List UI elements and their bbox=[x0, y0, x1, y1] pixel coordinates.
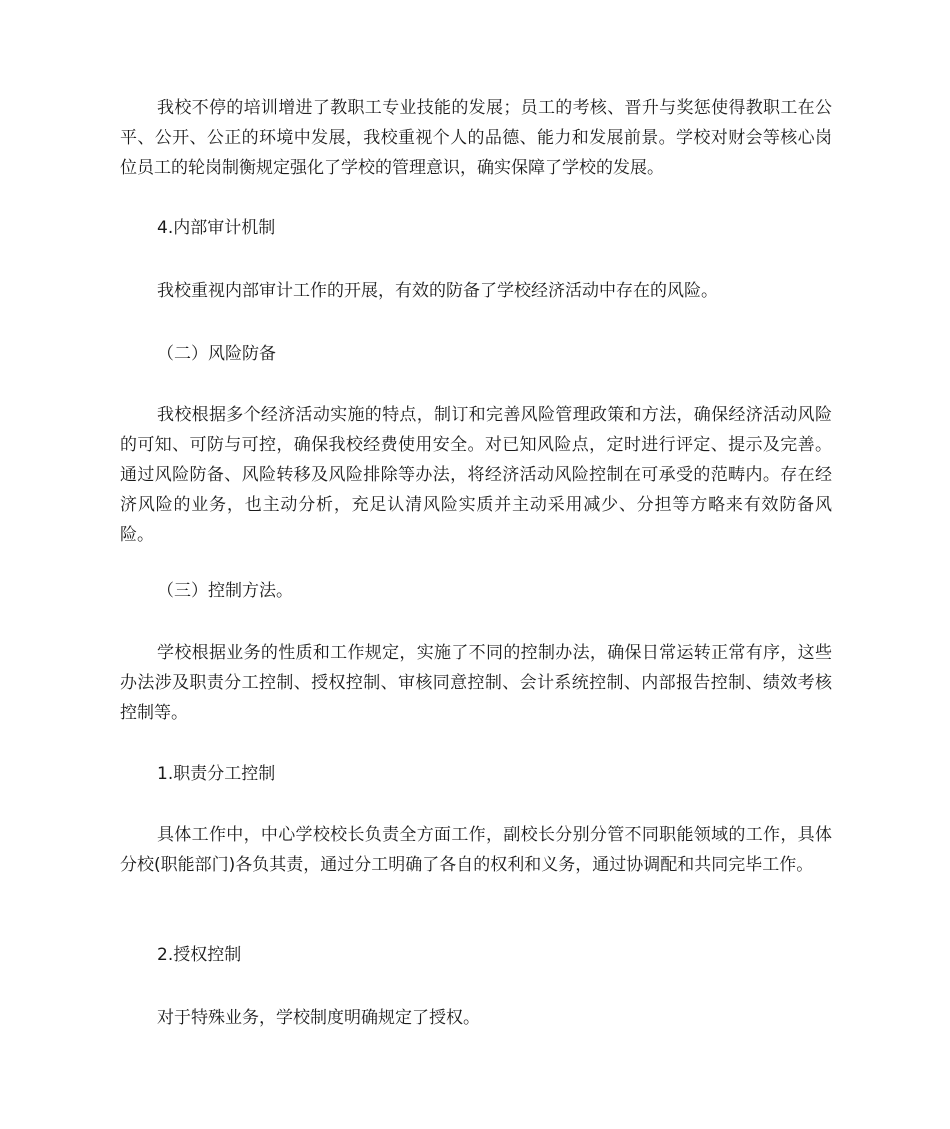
paragraph-duty-separation: 具体工作中，中心学校校长负责全方面工作，副校长分别分管不同职能领域的工作，具体分校(职能部门)各负其责，通过分工明确了各自的权利和义务，通过协调配和共同完毕工作。 bbox=[120, 825, 832, 875]
heading-risk-prevention: （二）风险防备 bbox=[157, 344, 276, 364]
paragraph-internal-audit: 我校重视内部审计工作的开展，有效的防备了学校经济活动中存在的风险。 bbox=[157, 281, 718, 301]
heading-duty-separation: 1.职责分工控制 bbox=[157, 764, 276, 784]
heading-authorization-control: 2.授权控制 bbox=[157, 945, 242, 965]
paragraph-risk-prevention: 我校根据多个经济活动实施的特点，制订和完善风险管理政策和方法，确保经济活动风险的可知、可防与可控，确保我校经费使用安全。对已知风险点，定时进行评定、提示及完善。通过风险防备、风险转移及风险排除等办法，将经济活动风险控制在可承受的范畴内。存在经济风险的业务，也主动分析，充足认清风险实质并主动采用减少、分担等方略来有效防备风险。 bbox=[120, 405, 832, 545]
heading-internal-audit: 4.内部审计机制 bbox=[157, 218, 276, 238]
paragraph-authorization-control: 对于特殊业务，学校制度明确规定了授权。 bbox=[157, 1008, 480, 1028]
paragraph-staff-training: 我校不停的培训增进了教职工专业技能的发展；员工的考核、晋升与奖惩使得教职工在公平、公开、公正的环境中发展，我校重视个人的品德、能力和发展前景。学校对财会等核心岗位员工的轮岗制衡规定强化了学校的管理意识，确实保障了学校的发展。 bbox=[120, 98, 832, 178]
paragraph-control-methods: 学校根据业务的性质和工作规定，实施了不同的控制办法，确保日常运转正常有序，这些办法涉及职责分工控制、授权控制、审核同意控制、会计系统控制、内部报告控制、绩效考核控制等。 bbox=[120, 643, 832, 723]
heading-control-methods: （三）控制方法。 bbox=[157, 581, 293, 601]
